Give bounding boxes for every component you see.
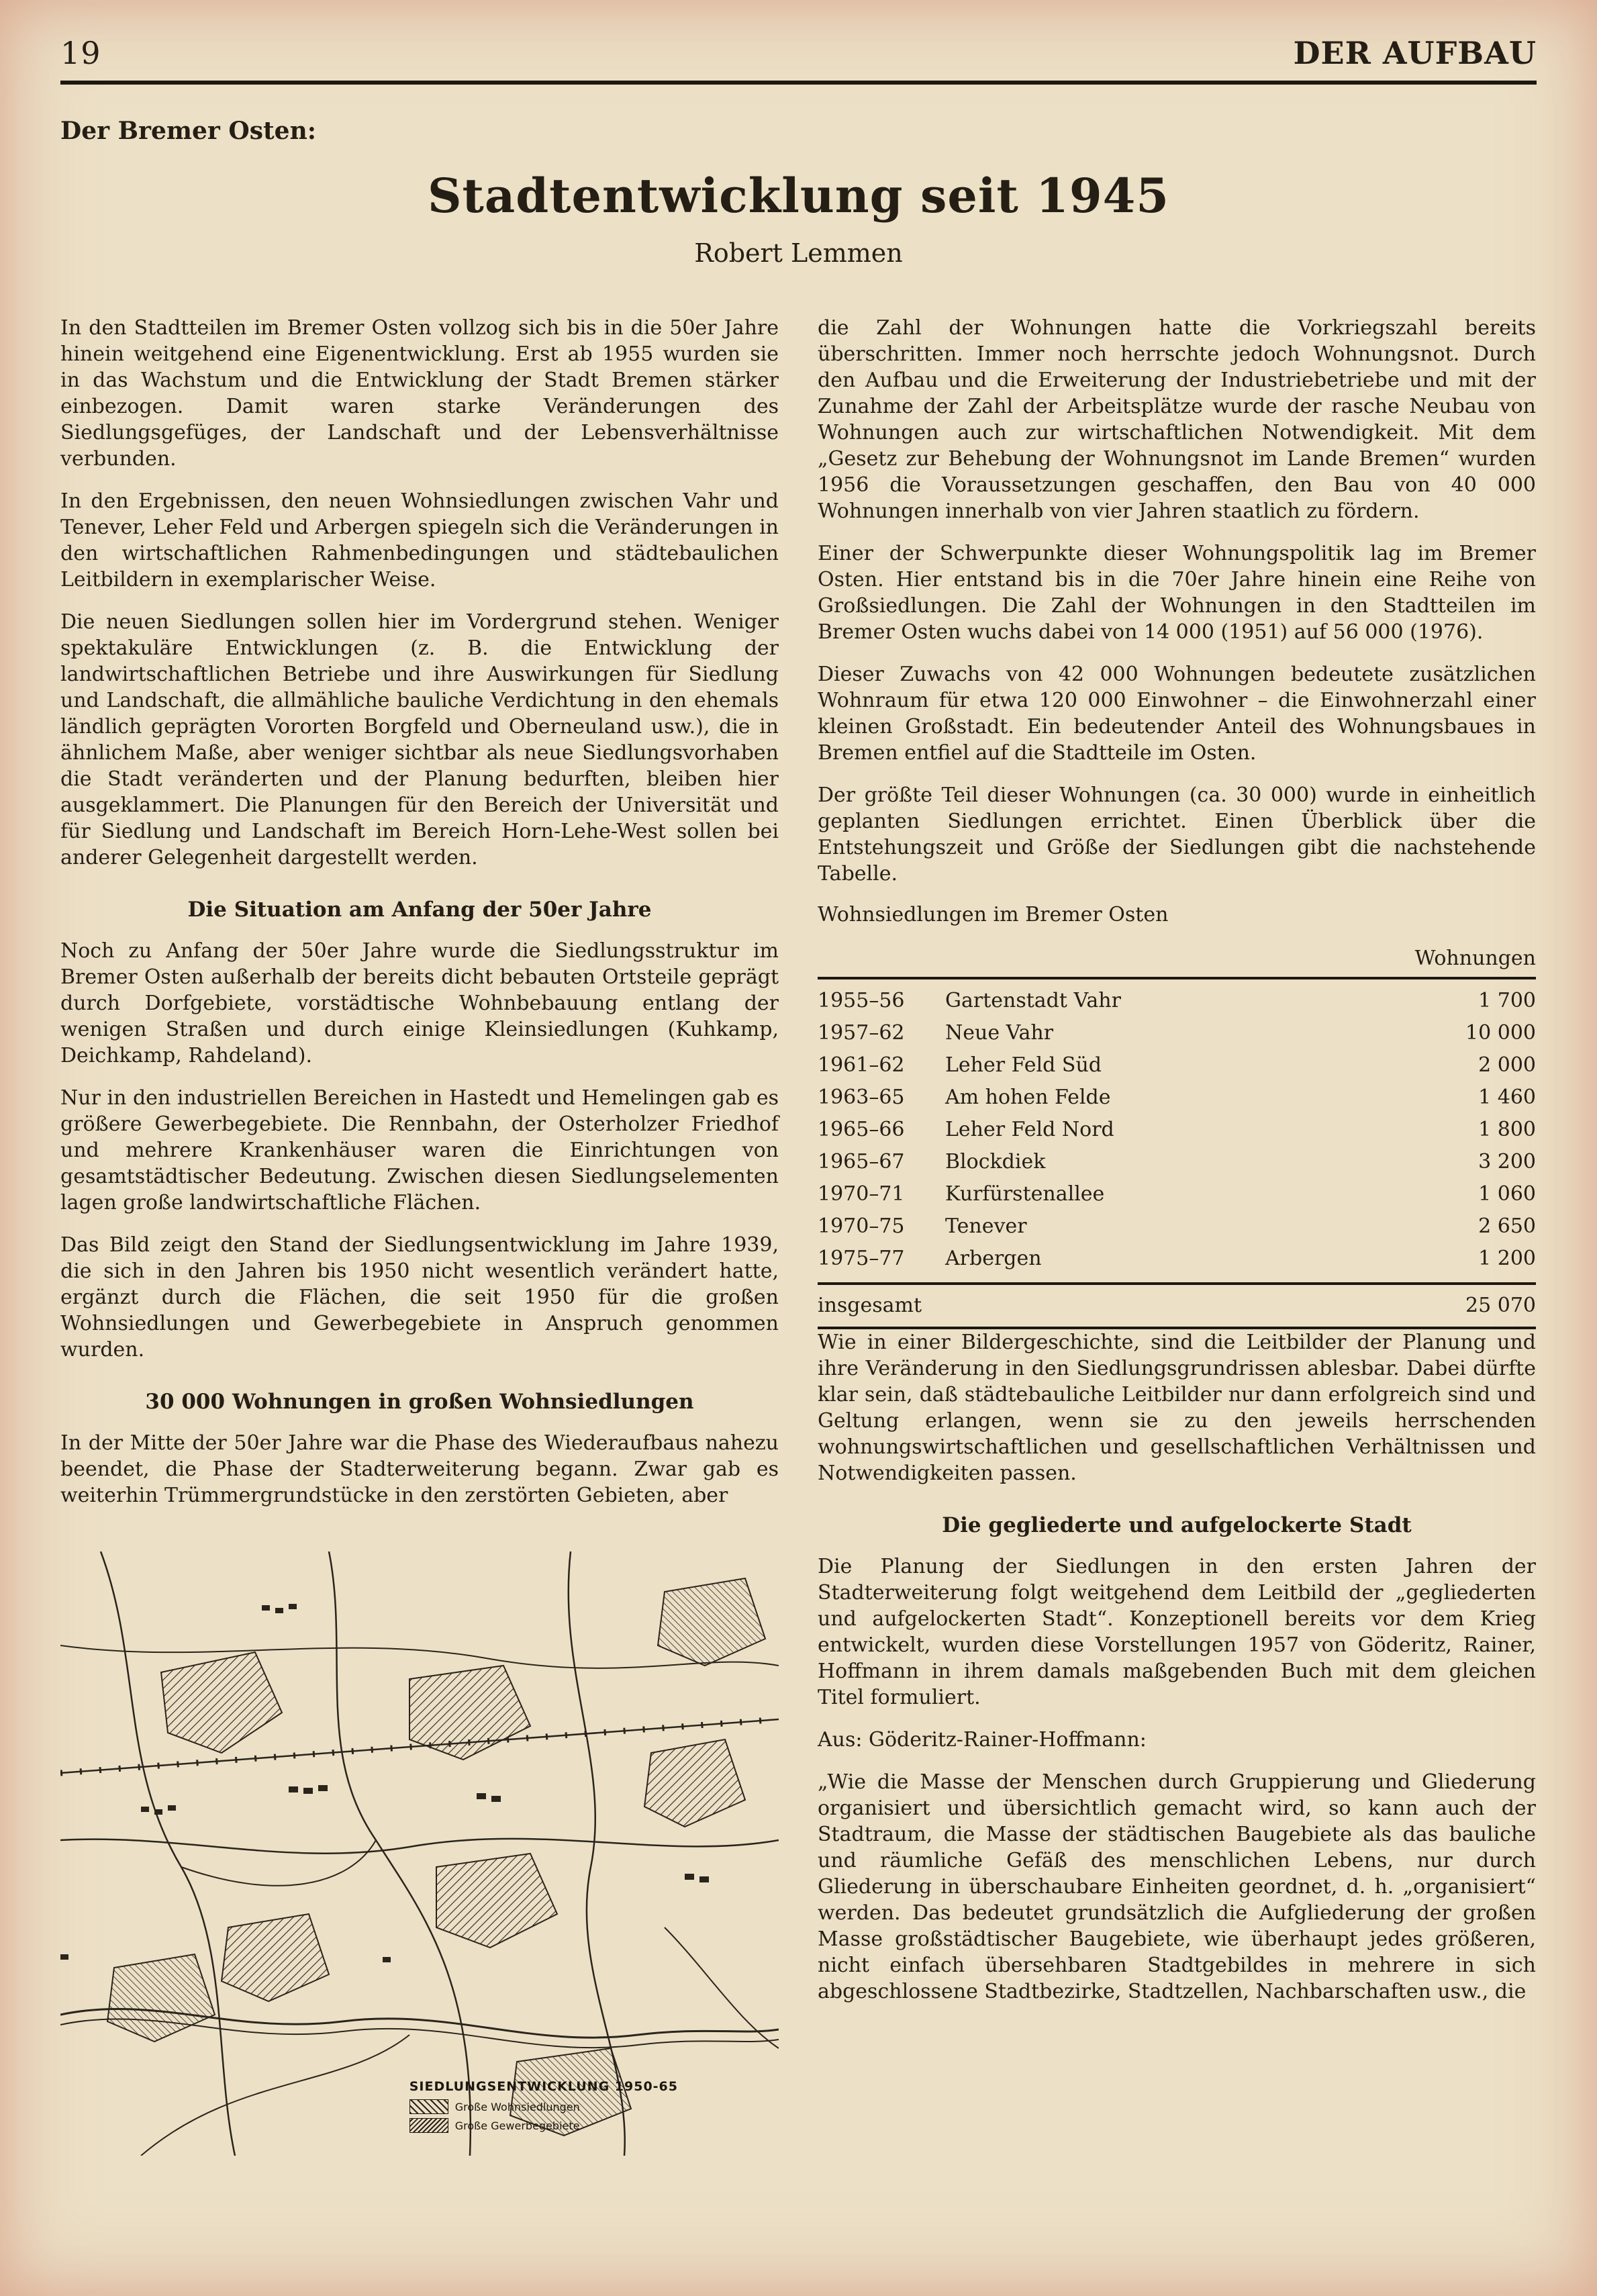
row-years: 1961–62 xyxy=(818,1053,905,1077)
table-row xyxy=(818,1082,1536,1114)
row-name: Neue Vahr xyxy=(945,1021,1054,1045)
page-number: 19 xyxy=(60,35,101,71)
row-name: Gartenstadt Vahr xyxy=(945,989,1121,1012)
row-name: Leher Feld Nord xyxy=(945,1118,1114,1141)
paragraph: Einer der Schwerpunkte dieser Wohnungspolitik lag im Bremer Osten. Hier entstand bis in die 70er Jahre hinein eine Reihe von Großsiedlungen. Die Zahl der Wohnungen in den Stadtteilen im Bremer Osten wuchs dabei von 14 000 (1951) auf 56 000 (1976). xyxy=(818,542,1536,644)
map-legend xyxy=(409,2079,678,2133)
row-years: 1965–67 xyxy=(818,1150,905,1174)
legend-label: Große Wohnsiedlungen xyxy=(454,2100,580,2113)
total-value: 25 070 xyxy=(1367,1284,1536,1328)
row-years: 1975–77 xyxy=(818,1247,905,1270)
table-row xyxy=(818,1243,1536,1284)
left-column xyxy=(60,315,779,2156)
paragraph: Aus: Göderitz-Rainer-Hoffmann: xyxy=(818,1728,1147,1752)
row-years: 1957–62 xyxy=(818,1021,905,1045)
paragraph: In den Ergebnissen, den neuen Wohnsiedlungen zwischen Vahr und Tenever, Leher Feld und Arbergen spiegeln sich die Veränderungen in den wirtschaftlichen Rahmenbedingungen und städtebaulichen Leitbildern in exemplarischer Weise. xyxy=(60,489,779,591)
housing-table xyxy=(818,903,1536,1329)
article-kicker: Der Bremer Osten: xyxy=(60,117,317,145)
housing-area-swatch-icon xyxy=(409,2099,448,2114)
table-column-header: Wohnungen xyxy=(818,947,1536,979)
row-units: 3 200 xyxy=(1478,1150,1536,1174)
row-units: 1 800 xyxy=(1478,1118,1536,1141)
row-units: 1 700 xyxy=(1478,989,1536,1012)
paragraph: die Zahl der Wohnungen hatte die Vorkriegszahl bereits überschritten. Immer noch herrschte jedoch Wohnungsnot. Durch den Aufbau und die Erweiterung der Industriebetriebe und mit der Zunahme der Zahl der Arbeitsplätze wurde der rasche Neubau von Wohnungen auch zur wirtschaftlichen Notwendigkeit. Mit dem „Gesetz zur Behebung der Wohnungsnot im Lande Bremen“ wurden 1956 die Voraussetzungen geschaffen, den Bau von 40 000 Wohnungen innerhalb von vier Jahren staatlich zu fördern. xyxy=(818,316,1536,523)
row-name: Arbergen xyxy=(945,1247,1042,1270)
paragraph: Noch zu Anfang der 50er Jahre wurde die Siedlungsstruktur im Bremer Osten außerhalb der bereits dicht bebauten Ortsteile geprägt durch Dorfgebiete, vorstädtische Wohnbebauung entlang der wenigen Straßen und durch einige Kleinsiedlungen (Kuhkamp, Deichkamp, Rahdeland). xyxy=(60,939,779,1067)
table-row xyxy=(818,985,1536,1017)
table-total-row xyxy=(818,1284,1536,1328)
row-units: 1 200 xyxy=(1478,1247,1536,1270)
row-years: 1970–71 xyxy=(818,1182,905,1206)
legend-label: Große Gewerbegebiete xyxy=(454,2119,580,2132)
table-row xyxy=(818,1049,1536,1082)
article-author: Robert Lemmen xyxy=(694,238,903,268)
row-name: Tenever xyxy=(945,1214,1027,1238)
row-units: 10 000 xyxy=(1465,1021,1536,1045)
row-name: Blockdiek xyxy=(945,1150,1046,1174)
right-column xyxy=(818,315,1536,2156)
article-title: Stadtentwicklung seit 1945 xyxy=(427,168,1170,224)
table-title: Wohnsiedlungen im Bremer Osten xyxy=(818,903,1169,926)
row-years: 1965–66 xyxy=(818,1118,905,1141)
settlement-map-figure xyxy=(60,1551,779,2156)
paragraph: Nur in den industriellen Bereichen in Hastedt und Hemelingen gab es größere Gewerbegebiete. Die Rennbahn, der Osterholzer Friedhof und mehrere Krankenhäuser waren die Einrichtungen von gesamtstädtischer Bedeutung. Zwischen diesen Siedlungselementen lagen große landwirtschaftliche Flächen. xyxy=(60,1086,779,1214)
total-label: insgesamt xyxy=(818,1284,1367,1328)
paragraph: Die Planung der Siedlungen in den ersten Jahren der Stadterweiterung folgt weitgehend dem Leitbild der „gegliederten und aufgelockerten Stadt“. Konzeptionell bereits vor dem Krieg entwickelt, wurden diese Vorstellungen 1957 von Göderitz, Rainer, Hoffmann in ihrem damals maßgebenden Buch mit dem gleichen Titel formuliert. xyxy=(818,1555,1536,1709)
paragraph: In der Mitte der 50er Jahre war die Phase des Wiederaufbaus nahezu beendet, die Phase der Stadterweiterung begann. Zwar gab es weiterhin Trümmergrundstücke in den zerstörten Gebieten, aber xyxy=(60,1431,779,1507)
paragraph: „Wie die Masse der Menschen durch Gruppierung und Gliederung organisiert und übersichtlich gemacht wird, so kann auch der Stadtraum, die Masse der städtischen Baugebiete als das bauliche und räumliche Gefäß des menschlichen Lebens, nur durch Gliederung in überschaubare Einheiten geordnet, d. h. „organisiert“ werden. Das bedeutet grundsätzlich die Aufgliederung der großen Masse großstädtischer Baugebiete, wie überhaupt jedes größeren, nicht einfach übersehbaren Stadtgebildes in mehrere in sich abgeschlossene Stadtbezirke, Stadtzellen, Nachbarschaften usw., die xyxy=(818,1770,1536,2003)
row-name: Am hohen Felde xyxy=(945,1086,1111,1109)
header-rule xyxy=(60,81,1537,85)
section-heading: Die gegliederte und aufgelockerte Stadt xyxy=(942,1513,1412,1537)
section-heading: Die Situation am Anfang der 50er Jahre xyxy=(187,898,652,922)
table-row xyxy=(818,1178,1536,1210)
row-units: 2 650 xyxy=(1478,1214,1536,1238)
page-header xyxy=(60,35,1537,71)
table-row xyxy=(818,1146,1536,1178)
paragraph: Das Bild zeigt den Stand der Siedlungsentwicklung im Jahre 1939, die sich in den Jahren bis 1950 nicht wesentlich verändert hatte, ergänzt durch die Flächen, die seit 1950 für die großen Wohnsiedlungen und Gewerbegebiete in Anspruch genommen wurden. xyxy=(60,1233,779,1361)
legend-item xyxy=(409,2099,678,2114)
paragraph: Der größte Teil dieser Wohnungen (ca. 30 000) wurde in einheitlich geplanten Siedlungen errichtet. Einen Überblick über die Entstehungszeit und Größe der Siedlungen gibt die nachstehende Tabelle. xyxy=(818,783,1536,886)
paragraph: In den Stadtteilen im Bremer Osten vollzog sich bis in die 50er Jahre hinein weitgehend eine Eigenentwicklung. Erst ab 1955 wurden sie in das Wachstum und die Entwicklung der Stadt Bremen stärker einbezogen. Damit waren starke Veränderungen des Siedlungsgefüges, der Landschaft und der Lebensverhältnisse verbunden. xyxy=(60,316,779,471)
legend-item xyxy=(409,2118,678,2133)
map-caption: SIEDLUNGSENTWICKLUNG 1950-65 xyxy=(409,2079,678,2094)
paragraph: Dieser Zuwachs von 42 000 Wohnungen bedeutete zusätzlichen Wohnraum für etwa 120 000 Einwohner – die Einwohnerzahl einer kleinen Großstadt. Ein bedeutender Anteil des Wohnungsbaues in Bremen entfiel auf die Stadtteile im Osten. xyxy=(818,663,1536,765)
row-units: 1 460 xyxy=(1478,1086,1536,1109)
table-row xyxy=(818,1017,1536,1049)
map-drawing xyxy=(60,1551,779,2156)
table-row xyxy=(818,1114,1536,1146)
table-row xyxy=(818,1210,1536,1243)
row-years: 1963–65 xyxy=(818,1086,905,1109)
row-units: 2 000 xyxy=(1478,1053,1536,1077)
row-units: 1 060 xyxy=(1478,1182,1536,1206)
row-years: 1970–75 xyxy=(818,1214,905,1238)
two-column-body xyxy=(60,315,1537,2156)
paragraph: Wie in einer Bildergeschichte, sind die Leitbilder der Planung und ihre Veränderung in den Siedlungsgrundrissen ablesbar. Dabei dürfte klar sein, daß städtebauliche Leitbilder nur dann erfolgreich sind und Geltung erlangen, wenn sie zu den jeweils herrschenden wohnungswirtschaftlichen und gesellschaftlichen Verhältnissen und Notwendigkeiten passen. xyxy=(818,1331,1536,1485)
paragraph: Die neuen Siedlungen sollen hier im Vordergrund stehen. Weniger spektakuläre Entwicklungen (z. B. die Entwicklung der landwirtschaftlichen Betriebe und ihre Auswirkungen für Siedlung und Landschaft, die allmähliche bauliche Verdichtung in den ehemals ländlich geprägten Vororten Borgfeld und Oberneuland usw.), die in ähnlichem Maße, aber weniger sichtbar als neue Siedlungsvorhaben die Stadt veränderten und der Planung bedurften, bleiben hier ausgeklammert. Die Planungen für den Bereich der Universität und für Siedlung und Landschaft im Bereich Horn-Lehe-West sollen bei anderer Gelegenheit dargestellt werden. xyxy=(60,610,779,869)
masthead-title: DER AUFBAU xyxy=(1293,35,1537,71)
row-years: 1955–56 xyxy=(818,989,905,1012)
row-name: Leher Feld Süd xyxy=(945,1053,1102,1077)
section-heading: 30 000 Wohnungen in großen Wohnsiedlungen xyxy=(145,1390,694,1414)
industry-area-swatch-icon xyxy=(409,2118,448,2133)
row-name: Kurfürstenallee xyxy=(945,1182,1105,1206)
